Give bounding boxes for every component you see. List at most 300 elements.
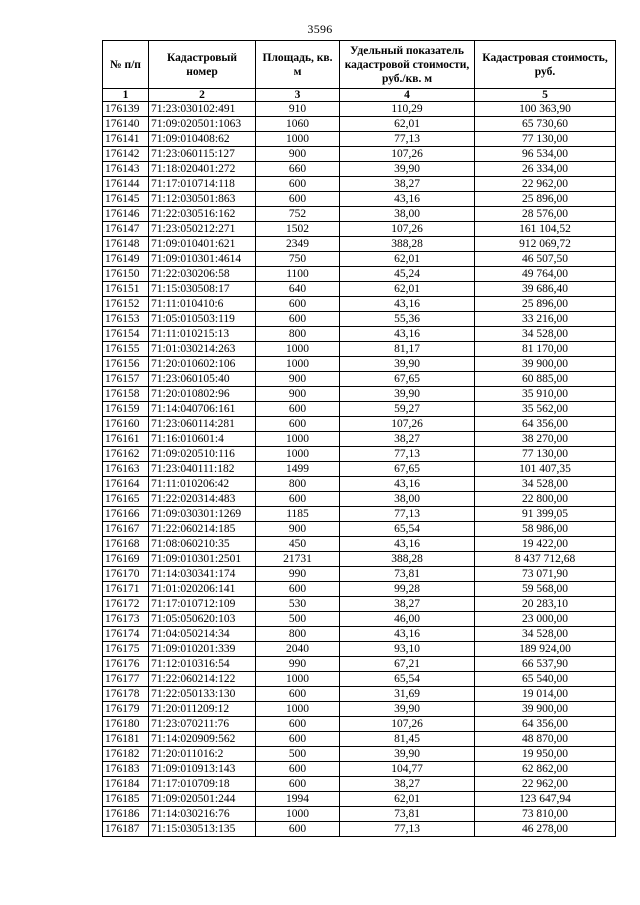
table-row [103, 117, 616, 132]
cadastral-cost-cell: 19 950,00 [475, 747, 616, 762]
area-cell: 900 [256, 387, 340, 402]
row-number-cell: 176167 [103, 522, 149, 537]
cadastral-number-cell: 71:20:010602:106 [149, 357, 256, 372]
unit-value-cell: 107,26 [340, 147, 475, 162]
cadastral-number-cell: 71:05:050620:103 [149, 612, 256, 627]
area-cell: 900 [256, 522, 340, 537]
unit-value-cell: 67,65 [340, 372, 475, 387]
cadastral-cost-cell: 64 356,00 [475, 417, 616, 432]
table-row [103, 417, 616, 432]
cadastral-cost-cell: 66 537,90 [475, 657, 616, 672]
area-cell: 1000 [256, 342, 340, 357]
row-number-cell: 176186 [103, 807, 149, 822]
cadastral-number-cell: 71:23:040111:182 [149, 462, 256, 477]
cadastral-cost-cell: 39 900,00 [475, 702, 616, 717]
cadastral-cost-cell: 19 422,00 [475, 537, 616, 552]
table-row [103, 492, 616, 507]
table-body [103, 102, 616, 837]
table-row [103, 732, 616, 747]
column-index: 3 [256, 89, 340, 102]
table-row [103, 522, 616, 537]
unit-value-cell: 39,90 [340, 387, 475, 402]
cadastral-number-cell: 71:22:020314:483 [149, 492, 256, 507]
area-cell: 1000 [256, 132, 340, 147]
cadastral-number-cell: 71:23:060105:40 [149, 372, 256, 387]
area-cell: 600 [256, 417, 340, 432]
cadastral-number-cell: 71:20:011016:2 [149, 747, 256, 762]
cadastral-number-cell: 71:22:030516:162 [149, 207, 256, 222]
cadastral-number-cell: 71:05:010503:119 [149, 312, 256, 327]
area-cell: 640 [256, 282, 340, 297]
cadastral-number-cell: 71:20:010802:96 [149, 387, 256, 402]
cadastral-number-cell: 71:23:060114:281 [149, 417, 256, 432]
cadastral-cost-cell: 25 896,00 [475, 192, 616, 207]
cadastral-number-cell: 71:15:030513:135 [149, 822, 256, 837]
cadastral-cost-cell: 20 283,10 [475, 597, 616, 612]
cadastral-cost-cell: 912 069,72 [475, 237, 616, 252]
table-row [103, 237, 616, 252]
table-row [103, 567, 616, 582]
area-cell: 1060 [256, 117, 340, 132]
cadastral-number-cell: 71:14:040706:161 [149, 402, 256, 417]
area-cell: 990 [256, 567, 340, 582]
area-cell: 2349 [256, 237, 340, 252]
unit-value-cell: 39,90 [340, 747, 475, 762]
cadastral-cost-cell: 77 130,00 [475, 447, 616, 462]
area-cell: 900 [256, 372, 340, 387]
row-number-cell: 176145 [103, 192, 149, 207]
cadastral-number-cell: 71:14:030341:174 [149, 567, 256, 582]
row-number-cell: 176174 [103, 627, 149, 642]
cadastral-number-cell: 71:23:070211:76 [149, 717, 256, 732]
table-row [103, 387, 616, 402]
unit-value-cell: 39,90 [340, 702, 475, 717]
row-number-cell: 176161 [103, 432, 149, 447]
table-row [103, 312, 616, 327]
cadastral-number-cell: 71:22:060214:185 [149, 522, 256, 537]
cadastral-cost-cell: 65 540,00 [475, 672, 616, 687]
area-cell: 21731 [256, 552, 340, 567]
unit-value-cell: 43,16 [340, 627, 475, 642]
cadastral-cost-cell: 35 910,00 [475, 387, 616, 402]
cadastral-cost-cell: 35 562,00 [475, 402, 616, 417]
cadastral-cost-cell: 39 686,40 [475, 282, 616, 297]
area-cell: 600 [256, 777, 340, 792]
cadastral-cost-cell: 123 647,94 [475, 792, 616, 807]
row-number-cell: 176166 [103, 507, 149, 522]
cadastral-cost-cell: 101 407,35 [475, 462, 616, 477]
area-cell: 600 [256, 402, 340, 417]
area-cell: 800 [256, 477, 340, 492]
cadastral-cost-cell: 73 810,00 [475, 807, 616, 822]
cadastral-number-cell: 71:09:010401:621 [149, 237, 256, 252]
row-number-cell: 176172 [103, 597, 149, 612]
unit-value-cell: 65,54 [340, 522, 475, 537]
unit-value-cell: 67,21 [340, 657, 475, 672]
page-number: 3596 [307, 22, 333, 36]
unit-value-cell: 43,16 [340, 192, 475, 207]
cadastral-number-cell: 71:22:030206:58 [149, 267, 256, 282]
cadastral-cost-cell: 77 130,00 [475, 132, 616, 147]
unit-value-cell: 107,26 [340, 717, 475, 732]
table-header-row [103, 41, 616, 89]
cadastral-cost-cell: 96 534,00 [475, 147, 616, 162]
table-row [103, 717, 616, 732]
area-cell: 600 [256, 717, 340, 732]
table-row [103, 102, 616, 117]
area-cell: 1000 [256, 702, 340, 717]
cadastral-cost-cell: 22 800,00 [475, 492, 616, 507]
cadastral-cost-cell: 22 962,00 [475, 777, 616, 792]
unit-value-cell: 81,17 [340, 342, 475, 357]
cadastral-number-cell: 71:15:030508:17 [149, 282, 256, 297]
row-number-cell: 176181 [103, 732, 149, 747]
cadastral-number-cell: 71:14:030216:76 [149, 807, 256, 822]
column-index: 2 [149, 89, 256, 102]
row-number-cell: 176146 [103, 207, 149, 222]
table-row [103, 357, 616, 372]
cadastral-cost-cell: 39 900,00 [475, 357, 616, 372]
unit-value-cell: 77,13 [340, 447, 475, 462]
unit-value-cell: 93,10 [340, 642, 475, 657]
header-unit-value: Удельный показатель кадастровой стоимости, руб./кв. м [340, 41, 475, 89]
table-row [103, 657, 616, 672]
cadastral-number-cell: 71:04:050214:34 [149, 627, 256, 642]
table-row [103, 207, 616, 222]
row-number-cell: 176163 [103, 462, 149, 477]
unit-value-cell: 39,90 [340, 162, 475, 177]
area-cell: 1185 [256, 507, 340, 522]
cadastral-cost-cell: 58 986,00 [475, 522, 616, 537]
area-cell: 1000 [256, 672, 340, 687]
area-cell: 600 [256, 192, 340, 207]
unit-value-cell: 77,13 [340, 507, 475, 522]
row-number-cell: 176184 [103, 777, 149, 792]
area-cell: 500 [256, 747, 340, 762]
area-cell: 1000 [256, 807, 340, 822]
area-cell: 600 [256, 732, 340, 747]
row-number-cell: 176182 [103, 747, 149, 762]
table-row [103, 702, 616, 717]
cadastral-number-cell: 71:17:010709:18 [149, 777, 256, 792]
row-number-cell: 176148 [103, 237, 149, 252]
cadastral-number-cell: 71:09:010301:2501 [149, 552, 256, 567]
row-number-cell: 176173 [103, 612, 149, 627]
cadastral-cost-cell: 100 363,90 [475, 102, 616, 117]
table-row [103, 177, 616, 192]
row-number-cell: 176183 [103, 762, 149, 777]
row-number-cell: 176151 [103, 282, 149, 297]
cadastral-number-cell: 71:23:030102:491 [149, 102, 256, 117]
table-row [103, 507, 616, 522]
cadastral-number-cell: 71:09:010913:143 [149, 762, 256, 777]
row-number-cell: 176139 [103, 102, 149, 117]
cadastral-number-cell: 71:09:020501:244 [149, 792, 256, 807]
area-cell: 1000 [256, 357, 340, 372]
unit-value-cell: 31,69 [340, 687, 475, 702]
table-row [103, 132, 616, 147]
row-number-cell: 176158 [103, 387, 149, 402]
cadastral-cost-cell: 26 334,00 [475, 162, 616, 177]
table-row [103, 222, 616, 237]
area-cell: 750 [256, 252, 340, 267]
cadastral-number-cell: 71:08:060210:35 [149, 537, 256, 552]
cadastral-cost-cell: 23 000,00 [475, 612, 616, 627]
area-cell: 900 [256, 147, 340, 162]
row-number-cell: 176171 [103, 582, 149, 597]
row-number-cell: 176165 [103, 492, 149, 507]
cadastral-number-cell: 71:01:030214:263 [149, 342, 256, 357]
header-row-number: № п/п [103, 41, 149, 89]
row-number-cell: 176153 [103, 312, 149, 327]
table-row [103, 672, 616, 687]
table-row [103, 447, 616, 462]
unit-value-cell: 110,29 [340, 102, 475, 117]
area-cell: 1502 [256, 222, 340, 237]
cadastral-number-cell: 71:22:050133:130 [149, 687, 256, 702]
cadastral-cost-cell: 46 507,50 [475, 252, 616, 267]
table-row [103, 777, 616, 792]
table-row [103, 597, 616, 612]
table-row [103, 147, 616, 162]
cadastral-cost-cell: 189 924,00 [475, 642, 616, 657]
table-row [103, 537, 616, 552]
unit-value-cell: 104,77 [340, 762, 475, 777]
unit-value-cell: 388,28 [340, 237, 475, 252]
area-cell: 2040 [256, 642, 340, 657]
table-row [103, 192, 616, 207]
unit-value-cell: 43,16 [340, 297, 475, 312]
cadastral-cost-cell: 81 170,00 [475, 342, 616, 357]
row-number-cell: 176155 [103, 342, 149, 357]
cadastral-cost-cell: 38 270,00 [475, 432, 616, 447]
area-cell: 910 [256, 102, 340, 117]
cadastral-cost-cell: 22 962,00 [475, 177, 616, 192]
table-row [103, 477, 616, 492]
table-row [103, 342, 616, 357]
area-cell: 600 [256, 762, 340, 777]
unit-value-cell: 81,45 [340, 732, 475, 747]
table-row [103, 252, 616, 267]
unit-value-cell: 62,01 [340, 252, 475, 267]
cadastral-number-cell: 71:09:020510:116 [149, 447, 256, 462]
cadastral-cost-cell: 19 014,00 [475, 687, 616, 702]
cadastral-number-cell: 71:23:060115:127 [149, 147, 256, 162]
unit-value-cell: 107,26 [340, 417, 475, 432]
header-area: Площадь, кв. м [256, 41, 340, 89]
table-row [103, 552, 616, 567]
area-cell: 600 [256, 297, 340, 312]
cadastral-cost-cell: 60 885,00 [475, 372, 616, 387]
row-number-cell: 176176 [103, 657, 149, 672]
area-cell: 600 [256, 312, 340, 327]
column-index-row [103, 89, 616, 102]
row-number-cell: 176154 [103, 327, 149, 342]
unit-value-cell: 45,24 [340, 267, 475, 282]
unit-value-cell: 43,16 [340, 327, 475, 342]
row-number-cell: 176169 [103, 552, 149, 567]
area-cell: 1499 [256, 462, 340, 477]
row-number-cell: 176152 [103, 297, 149, 312]
table-row [103, 462, 616, 477]
cadastral-number-cell: 71:12:010316:54 [149, 657, 256, 672]
area-cell: 1000 [256, 432, 340, 447]
row-number-cell: 176149 [103, 252, 149, 267]
unit-value-cell: 77,13 [340, 132, 475, 147]
area-cell: 990 [256, 657, 340, 672]
unit-value-cell: 43,16 [340, 537, 475, 552]
unit-value-cell: 43,16 [340, 477, 475, 492]
cadastral-number-cell: 71:11:010206:42 [149, 477, 256, 492]
cadastral-number-cell: 71:09:020501:1063 [149, 117, 256, 132]
unit-value-cell: 388,28 [340, 552, 475, 567]
unit-value-cell: 99,28 [340, 582, 475, 597]
row-number-cell: 176187 [103, 822, 149, 837]
unit-value-cell: 59,27 [340, 402, 475, 417]
unit-value-cell: 46,00 [340, 612, 475, 627]
unit-value-cell: 38,27 [340, 777, 475, 792]
area-cell: 530 [256, 597, 340, 612]
cadastral-number-cell: 71:12:030501:863 [149, 192, 256, 207]
row-number-cell: 176179 [103, 702, 149, 717]
unit-value-cell: 39,90 [340, 357, 475, 372]
cadastral-cost-cell: 25 896,00 [475, 297, 616, 312]
cadastral-cost-cell: 33 216,00 [475, 312, 616, 327]
row-number-cell: 176159 [103, 402, 149, 417]
row-number-cell: 176141 [103, 132, 149, 147]
area-cell: 600 [256, 582, 340, 597]
unit-value-cell: 38,00 [340, 492, 475, 507]
row-number-cell: 176175 [103, 642, 149, 657]
cadastral-cost-cell: 48 870,00 [475, 732, 616, 747]
cadastral-cost-cell: 46 278,00 [475, 822, 616, 837]
area-cell: 800 [256, 327, 340, 342]
area-cell: 450 [256, 537, 340, 552]
row-number-cell: 176150 [103, 267, 149, 282]
unit-value-cell: 38,00 [340, 207, 475, 222]
row-number-cell: 176144 [103, 177, 149, 192]
unit-value-cell: 38,27 [340, 432, 475, 447]
unit-value-cell: 77,13 [340, 822, 475, 837]
table-row [103, 747, 616, 762]
cadastral-number-cell: 71:22:060214:122 [149, 672, 256, 687]
column-index: 5 [475, 89, 616, 102]
row-number-cell: 176142 [103, 147, 149, 162]
cadastral-cost-cell: 34 528,00 [475, 327, 616, 342]
row-number-cell: 176147 [103, 222, 149, 237]
cadastral-number-cell: 71:16:010601:4 [149, 432, 256, 447]
unit-value-cell: 73,81 [340, 807, 475, 822]
table-row [103, 267, 616, 282]
area-cell: 600 [256, 492, 340, 507]
row-number-cell: 176143 [103, 162, 149, 177]
table-row [103, 627, 616, 642]
column-index: 1 [103, 89, 149, 102]
cadastral-cost-cell: 73 071,90 [475, 567, 616, 582]
row-number-cell: 176178 [103, 687, 149, 702]
cadastral-number-cell: 71:11:010215:13 [149, 327, 256, 342]
cadastral-number-cell: 71:09:010301:4614 [149, 252, 256, 267]
unit-value-cell: 62,01 [340, 117, 475, 132]
cadastral-cost-cell: 34 528,00 [475, 477, 616, 492]
row-number-cell: 176157 [103, 372, 149, 387]
table-row [103, 807, 616, 822]
area-cell: 752 [256, 207, 340, 222]
unit-value-cell: 67,65 [340, 462, 475, 477]
row-number-cell: 176180 [103, 717, 149, 732]
area-cell: 1100 [256, 267, 340, 282]
table-row [103, 792, 616, 807]
cadastral-number-cell: 71:14:020909:562 [149, 732, 256, 747]
unit-value-cell: 73,81 [340, 567, 475, 582]
table-row [103, 372, 616, 387]
cadastral-number-cell: 71:09:030301:1269 [149, 507, 256, 522]
table-row [103, 282, 616, 297]
cadastral-cost-cell: 161 104,52 [475, 222, 616, 237]
table-row [103, 582, 616, 597]
cadastral-cost-cell: 59 568,00 [475, 582, 616, 597]
table-row [103, 402, 616, 417]
cadastral-number-cell: 71:17:010712:109 [149, 597, 256, 612]
header-cadastral-number: Кадастровый номер [149, 41, 256, 89]
unit-value-cell: 38,27 [340, 177, 475, 192]
unit-value-cell: 38,27 [340, 597, 475, 612]
row-number-cell: 176162 [103, 447, 149, 462]
table-row [103, 642, 616, 657]
table-row [103, 687, 616, 702]
row-number-cell: 176160 [103, 417, 149, 432]
area-cell: 600 [256, 177, 340, 192]
cadastral-cost-cell: 65 730,60 [475, 117, 616, 132]
unit-value-cell: 55,36 [340, 312, 475, 327]
cadastral-number-cell: 71:09:010201:339 [149, 642, 256, 657]
area-cell: 660 [256, 162, 340, 177]
cadastral-value-table [102, 40, 616, 837]
table-row [103, 162, 616, 177]
area-cell: 500 [256, 612, 340, 627]
row-number-cell: 176140 [103, 117, 149, 132]
unit-value-cell: 62,01 [340, 282, 475, 297]
cadastral-cost-cell: 8 437 712,68 [475, 552, 616, 567]
cadastral-number-cell: 71:17:010714:118 [149, 177, 256, 192]
row-number-cell: 176168 [103, 537, 149, 552]
row-number-cell: 176156 [103, 357, 149, 372]
area-cell: 600 [256, 687, 340, 702]
cadastral-number-cell: 71:18:020401:272 [149, 162, 256, 177]
cadastral-cost-cell: 91 399,05 [475, 507, 616, 522]
unit-value-cell: 62,01 [340, 792, 475, 807]
area-cell: 1994 [256, 792, 340, 807]
cadastral-number-cell: 71:11:010410:6 [149, 297, 256, 312]
table-row [103, 762, 616, 777]
cadastral-cost-cell: 49 764,00 [475, 267, 616, 282]
cadastral-number-cell: 71:20:011209:12 [149, 702, 256, 717]
cadastral-number-cell: 71:23:050212:271 [149, 222, 256, 237]
table-row [103, 297, 616, 312]
cadastral-number-cell: 71:09:010408:62 [149, 132, 256, 147]
unit-value-cell: 65,54 [340, 672, 475, 687]
table-row [103, 432, 616, 447]
cadastral-cost-cell: 64 356,00 [475, 717, 616, 732]
area-cell: 800 [256, 627, 340, 642]
row-number-cell: 176177 [103, 672, 149, 687]
unit-value-cell: 107,26 [340, 222, 475, 237]
area-cell: 1000 [256, 447, 340, 462]
row-number-cell: 176164 [103, 477, 149, 492]
row-number-cell: 176185 [103, 792, 149, 807]
cadastral-cost-cell: 62 862,00 [475, 762, 616, 777]
table-row [103, 327, 616, 342]
